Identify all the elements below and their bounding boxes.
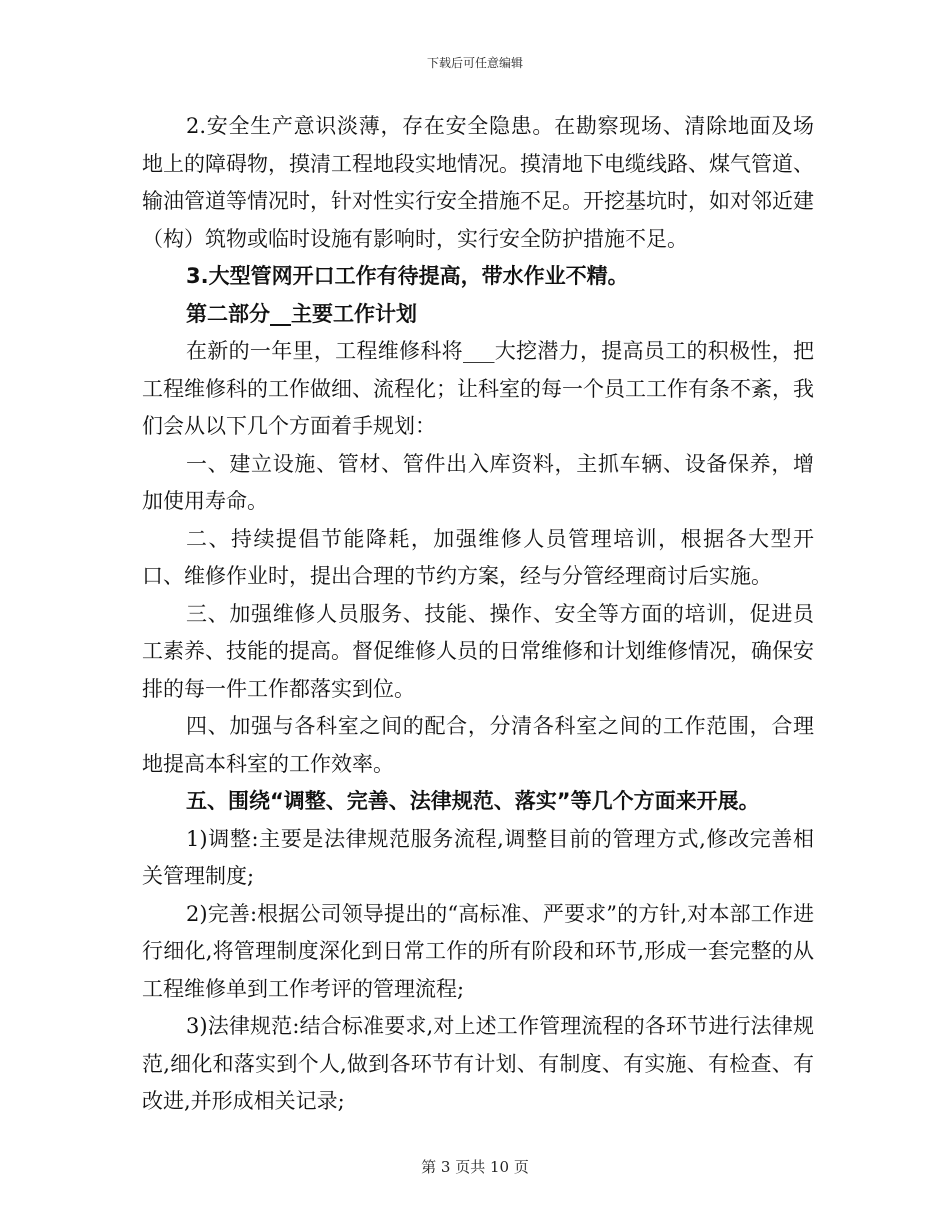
- document-body: [142, 108, 814, 1121]
- page-header-note: 下载后可任意编辑: [426, 56, 523, 70]
- paragraph-sub-improve: 2)完善:根据公司领导提出的“高标准、严要求”的方针,对本部工作进行细化,将管理制度深化到日常工作的所有阶段和环节,形成一套完整的从工程维修单到工作考评的管理流程;: [142, 901, 814, 1001]
- paragraph-sub-adjust: 1)调整:主要是法律规范服务流程,调整目前的管理方式,修改完善相关管理制度;: [142, 826, 814, 888]
- paragraph-item-four: 四、加强与各科室之间的配合，分清各科室之间的工作范围，合理地提高本科室的工作效率。: [142, 714, 814, 776]
- paragraph-item-three: 三、加强维修人员服务、技能、操作、安全等方面的培训，促进员工素养、技能的提高。督促维修人员的日常维修和计划维修情况，确保安排的每一件工作都落实到位。: [142, 601, 814, 701]
- paragraph-pipe-network-heading: 3.大型管网开口工作有待提高，带水作业不精。: [186, 264, 629, 288]
- paragraph-new-year-intro: 在新的一年里，工程维修科将___大挖潜力，提高员工的积极性，把工程维修科的工作做细、流程化；让科室的每一个员工工作有条不紊，我们会从以下几个方面着手规划：: [142, 339, 814, 438]
- page-number-footer: 第 3 页共 10 页: [421, 1158, 529, 1176]
- section-heading-work-plan: 第二部分__主要工作计划: [186, 301, 417, 326]
- paragraph-safety-awareness: 2.安全生产意识淡薄，存在安全隐患。在勘察现场、清除地面及场地上的障碍物，摸清工程地段实地情况。摸清地下电缆线路、煤气管道、输油管道等情况时，针对性实行安全措施不足。开挖基坑时，如对邻近建（构）筑物或临时设施有影响时，实行安全防护措施不足。: [142, 114, 814, 251]
- paragraph-item-five-heading: 五、围绕“调整、完善、法律规范、落实”等几个方面来开展。: [186, 789, 760, 813]
- paragraph-item-two: 二、持续提倡节能降耗，加强维修人员管理培训，根据各大型开口、维修作业时，提出合理的节约方案，经与分管经理商讨后实施。: [142, 526, 814, 588]
- paragraph-sub-legal-norms: 3)法律规范:结合标准要求,对上述工作管理流程的各环节进行法律规范,细化和落实到个人,做到各环节有计划、有制度、有实施、有检查、有改进,并形成相关记录;: [142, 1014, 814, 1113]
- paragraph-item-one: 一、建立设施、管材、管件出入库资料，主抓车辆、设备保养，增加使用寿命。: [142, 451, 814, 513]
